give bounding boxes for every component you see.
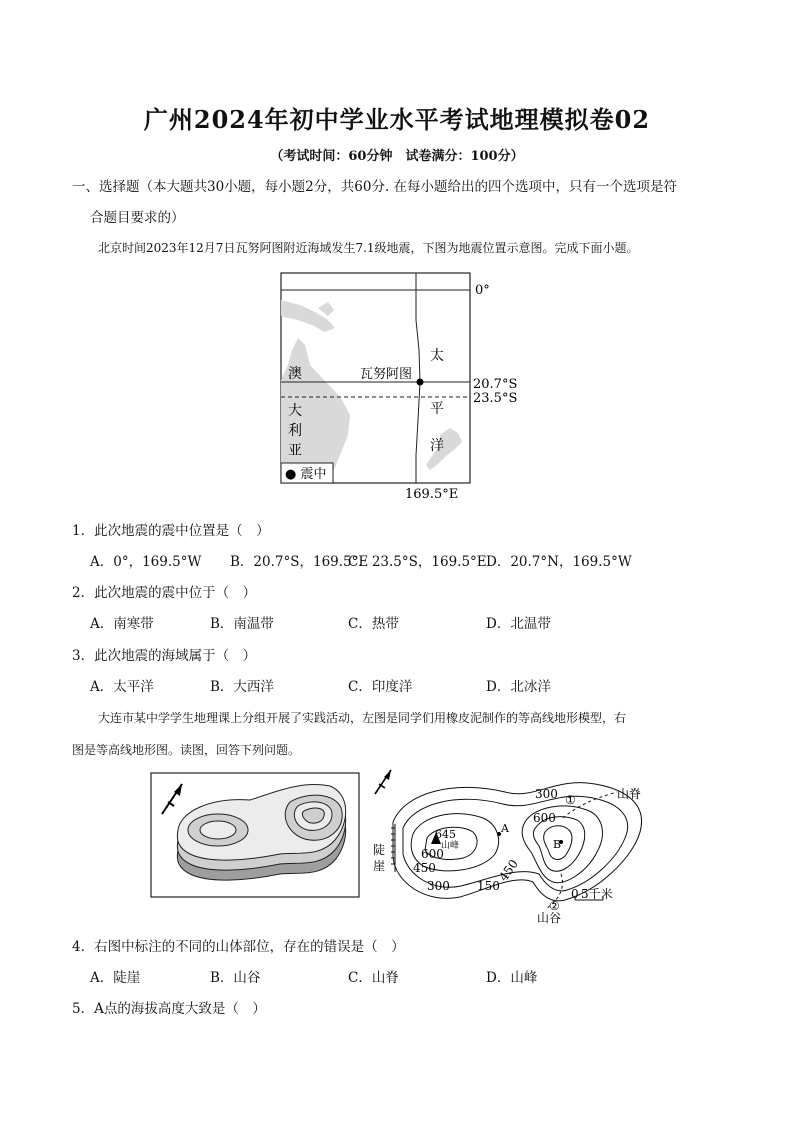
intro-earthquake: 北京时间2023年12月7日瓦努阿图附近海域发生7.1级地震，下图为地震位置示意图。完成下面小题。 [98, 241, 639, 255]
north-arrow-icon [375, 770, 391, 794]
label-longitude: 169.5°E [405, 487, 459, 502]
q2-option-c[interactable]: C．热带 [348, 616, 399, 632]
q1-option-c[interactable]: C．23.5°S，169.5°E [348, 554, 487, 570]
label-au-4: 亚 [288, 443, 302, 459]
label-vanuatu: 瓦努阿图 [360, 367, 413, 382]
label-peak: 山峰 [441, 841, 460, 851]
contour-map-figure [365, 762, 675, 932]
q1-option-b[interactable]: B．20.7°S，169.5°E [230, 554, 369, 570]
question-2-stem: 2．此次地震的震中位于（ ） [72, 585, 257, 601]
question-3-stem: 3．此次地震的海域属于（ ） [72, 648, 257, 664]
legend-epicenter: ● 震中 [285, 467, 327, 482]
q3-option-b[interactable]: B．大西洋 [210, 679, 274, 695]
label-23-5s: 23.5°S [473, 391, 518, 406]
q2-option-b[interactable]: B．南温带 [210, 616, 274, 632]
label-equator: 0° [475, 283, 490, 298]
label-pacific-2: 平 [430, 401, 444, 417]
label-au-2: 大 [288, 403, 302, 419]
section-header [72, 172, 732, 234]
label-pacific-1: 太 [430, 348, 444, 364]
label-point-b: B [553, 838, 562, 851]
q4-option-c[interactable]: C．山脊 [348, 970, 399, 986]
label-cliff-1: 陡 [373, 843, 386, 857]
section-line-1: 一、选择题（本大题共30小题，每小题2分，共60分. 在每小题给出的四个选项中，只有一个选项是符 [72, 179, 678, 195]
intro-contour-line-2: 图是等高线地形图。读图，回答下列问题。 [72, 743, 301, 757]
exam-subtitle: （考试时间：60分钟 试卷满分：100分） [270, 149, 524, 164]
label-cliff-2: 崖 [373, 859, 386, 873]
label-20-7s: 20.7°S [473, 377, 518, 392]
label-300-b: 300 [427, 879, 450, 893]
q2-option-a[interactable]: A．南寒带 [90, 616, 154, 632]
label-300-a: 300 [535, 787, 558, 801]
question-4-stem: 4．右图中标注的不同的山体部位，存在的错误是（ ） [72, 939, 405, 955]
intro-contour-line-1: 大连市某中学学生地理课上分组开展了实践活动，左图是同学们用橡皮泥制作的等高线地形模型，右 [98, 711, 627, 725]
q3-option-a[interactable]: A．太平洋 [90, 679, 154, 695]
q3-option-c[interactable]: C．印度洋 [348, 679, 413, 695]
label-450-b: 450 [496, 856, 521, 884]
q3-option-d[interactable]: D．北冰洋 [486, 679, 551, 695]
earthquake-location-map [270, 270, 530, 505]
label-ridge: 山脊 [617, 787, 642, 801]
label-pacific-3: 洋 [430, 438, 444, 454]
label-au-1: 澳 [288, 366, 302, 382]
clay-model-figure [150, 772, 360, 898]
label-scale-zero: 0 [571, 887, 579, 901]
section-line-2: 合题目要求的） [90, 210, 185, 226]
label-645: 645 [435, 828, 456, 841]
q1-option-a[interactable]: A．0°，169.5°W [90, 554, 202, 570]
label-600-a: 600 [533, 811, 556, 825]
label-scale: 5千米 [581, 887, 613, 901]
label-valley: 山谷 [537, 911, 562, 925]
question-5-stem: 5．A点的海拔高度大致是（ ） [72, 1001, 266, 1017]
label-marker-2: ② [549, 899, 560, 913]
label-marker-1: ① [565, 793, 576, 807]
q2-option-d[interactable]: D．北温带 [486, 616, 551, 632]
intro-contour [72, 702, 737, 734]
q4-option-d[interactable]: D．山峰 [486, 970, 538, 986]
label-600-b: 600 [421, 847, 444, 861]
label-450-a: 450 [413, 861, 436, 875]
label-point-a: A [501, 822, 509, 835]
epicenter-marker [417, 379, 424, 386]
q4-option-b[interactable]: B．山谷 [210, 970, 261, 986]
q4-option-a[interactable]: A．陡崖 [90, 970, 141, 986]
label-au-3: 利 [288, 423, 302, 439]
page-title: 广州2024年初中学业水平考试地理模拟卷02 [143, 105, 651, 134]
q1-option-d[interactable]: D．20.7°N，169.5°W [486, 554, 632, 570]
question-1-stem: 1．此次地震的震中位置是（ ） [72, 523, 270, 539]
label-150: 150 [477, 879, 500, 893]
